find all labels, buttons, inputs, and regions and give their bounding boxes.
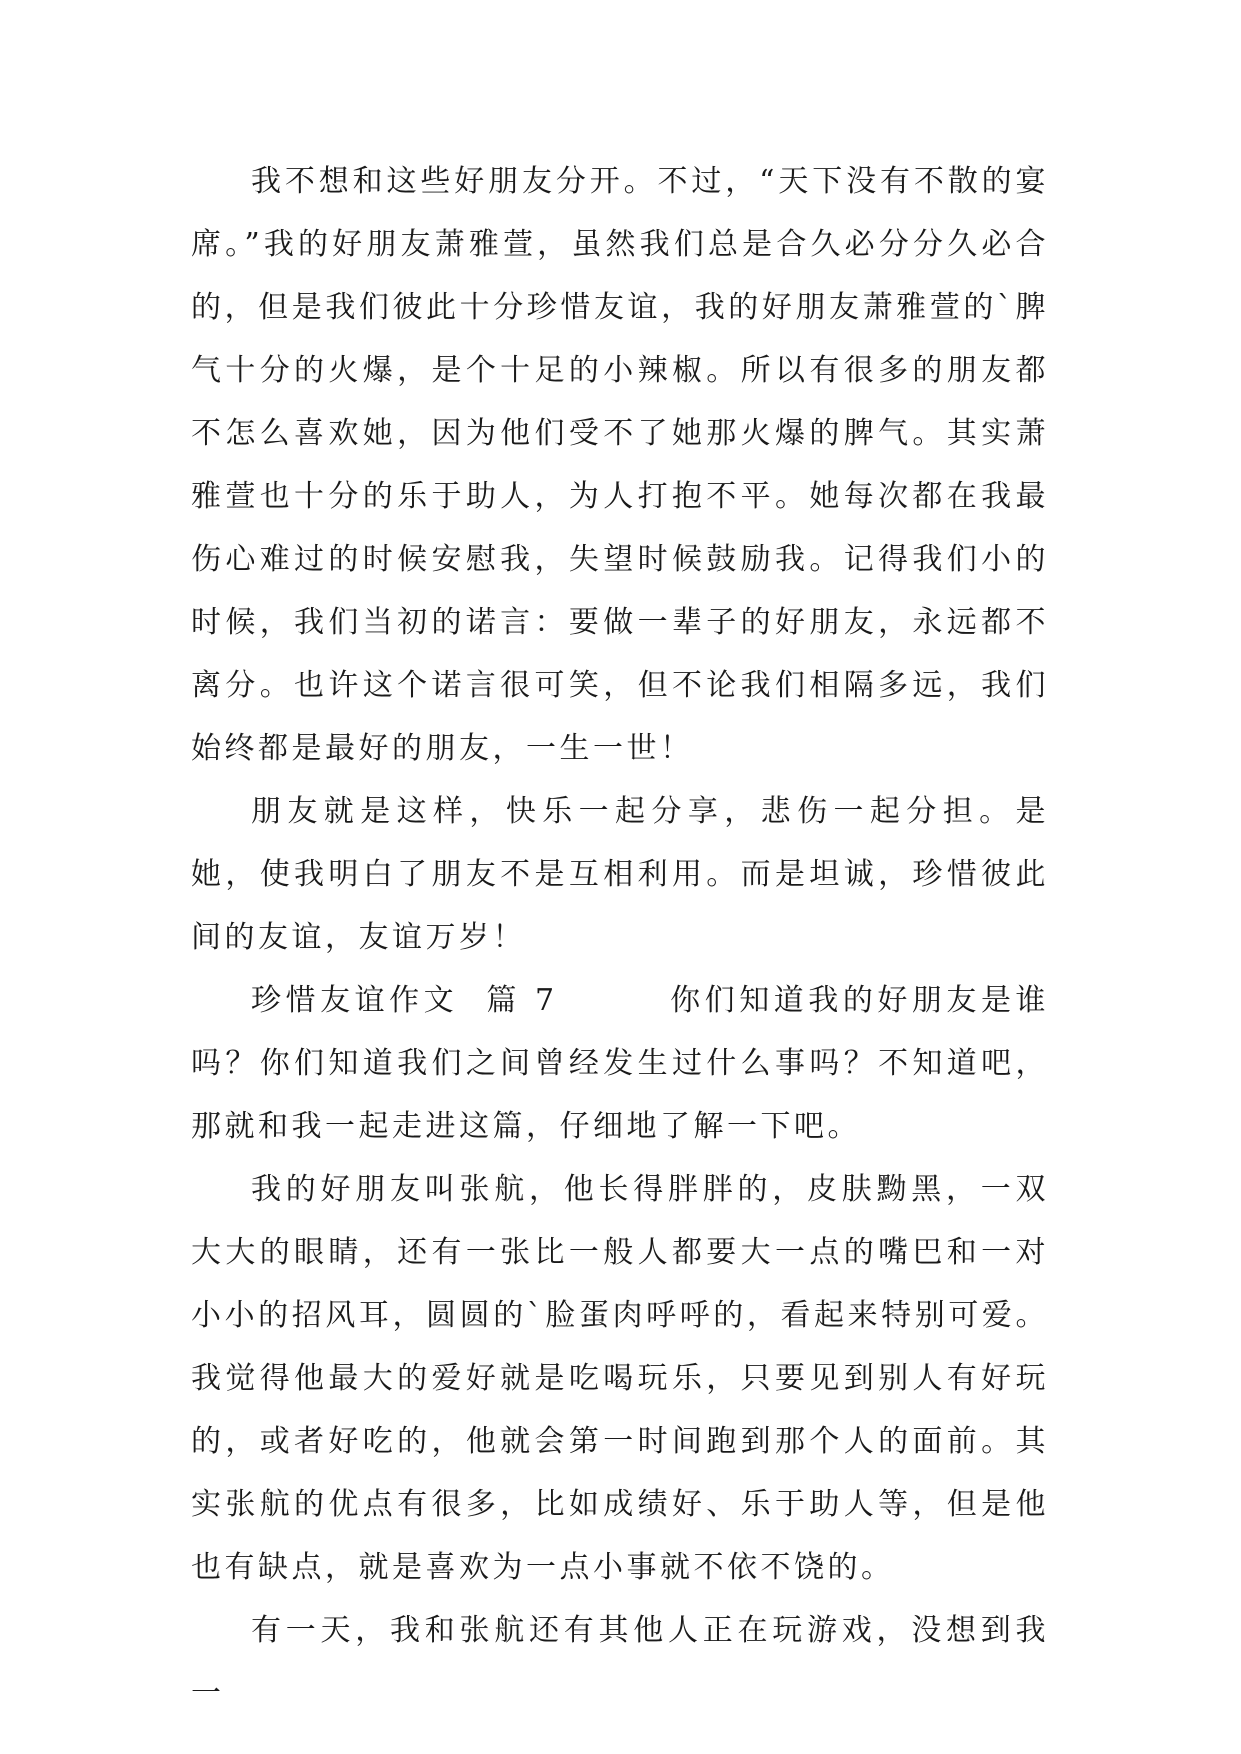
paragraph: 我的好朋友叫张航，他长得胖胖的，皮肤黝黑，一双大大的眼睛，还有一张比一般人都要大一点的嘴巴和一对小小的招风耳，圆圆的`脸蛋肉呼呼的，看起来特别可爱。我觉得他最大的爱好就是吃喝玩乐，只要见到别人有好玩的，或者好吃的，他就会第一时间跑到那个人的面前。其实张航的优点有很多，比如成绩好、乐于助人等，但是他也有缺点，就是喜欢为一点小事就不依不饶的。 (191, 1172, 1049, 1585)
document-page (191, 150, 1049, 1725)
paragraph: 有一天，我和张航还有其他人正在玩游戏，没想到我一 (191, 1613, 1049, 1711)
paragraph: 我不想和这些好朋友分开。不过，“天下没有不散的宴席。”我的好朋友萧雅萱，虽然我们总是合久必分分久必合的，但是我们彼此十分珍惜友谊，我的好朋友萧雅萱的`脾气十分的火爆，是个十足的小辣椒。所以有很多的朋友都不怎么喜欢她，因为他们受不了她那火爆的脾气。其实萧雅萱也十分的乐于助人，为人打抱不平。她每次都在我最伤心难过的时候安慰我，失望时候鼓励我。记得我们小的时候，我们当初的诺言：要做一辈子的好朋友，永远都不离分。也许这个诺言很可笑，但不论我们相隔多远，我们始终都是最好的朋友，一生一世！ (191, 164, 1049, 766)
paragraph: 珍惜友谊作文 篇 7 你们知道我的好朋友是谁吗？你们知道我们之间曾经发生过什么事吗？不知道吧，那就和我一起走进这篇，仔细地了解一下吧。 (191, 983, 1049, 1144)
paragraph: 朋友就是这样，快乐一起分享，悲伤一起分担。是她，使我明白了朋友不是互相利用。而是坦诚，珍惜彼此间的友谊，友谊万岁！ (191, 794, 1049, 955)
